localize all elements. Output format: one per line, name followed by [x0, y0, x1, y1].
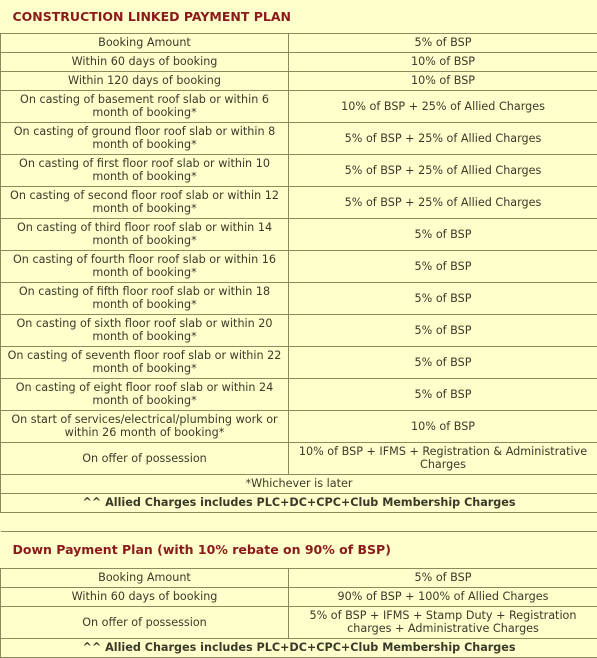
payment-cell: 5% of BSP — [289, 33, 597, 52]
plan1-title: CONSTRUCTION LINKED PAYMENT PLAN — [12, 8, 292, 24]
table-row — [1, 606, 597, 638]
table-row — [1, 346, 597, 378]
payment-cell: 10% of BSP — [289, 410, 597, 442]
stage-cell: Booking Amount — [1, 568, 289, 587]
stage-cell: Within 60 days of booking — [1, 52, 289, 71]
payment-cell: 10% of BSP — [289, 52, 597, 71]
plan1-title-row — [1, 0, 597, 33]
payment-cell: 5% of BSP + 25% of Allied Charges — [289, 186, 597, 218]
table-row — [1, 186, 597, 218]
note-row — [1, 493, 597, 512]
payment-cell: 5% of BSP — [289, 282, 597, 314]
payment-cell: 5% of BSP — [289, 250, 597, 282]
payment-cell: 5% of BSP + 25% of Allied Charges — [289, 122, 597, 154]
table-row — [1, 218, 597, 250]
payment-cell: 5% of BSP — [289, 568, 597, 587]
stage-cell: On casting of ground floor roof slab or within 8 month of booking* — [1, 122, 289, 154]
table-row — [1, 410, 597, 442]
payment-cell: 90% of BSP + 100% of Allied Charges — [289, 587, 597, 606]
stage-cell: On offer of possession — [1, 442, 289, 474]
stage-cell: On casting of seventh floor roof slab or within 22 month of booking* — [1, 346, 289, 378]
table-row — [1, 568, 597, 587]
table-row — [1, 587, 597, 606]
table-row — [1, 33, 597, 52]
stage-cell: On offer of possession — [1, 606, 289, 638]
stage-cell: On casting of sixth floor roof slab or within 20 month of booking* — [1, 314, 289, 346]
table-row — [1, 122, 597, 154]
allied-charges-note: ^^ Allied Charges includes PLC+DC+CPC+Club Membership Charges — [1, 493, 597, 512]
stage-cell: On casting of first floor roof slab or within 10 month of booking* — [1, 154, 289, 186]
payment-cell: 5% of BSP — [289, 218, 597, 250]
table-row — [1, 442, 597, 474]
payment-cell: 10% of BSP + IFMS + Registration & Administrative Charges — [289, 442, 597, 474]
stage-cell: On casting of third floor roof slab or within 14 month of booking* — [1, 218, 289, 250]
stage-cell: On casting of basement roof slab or within 6 month of booking* — [1, 90, 289, 122]
spacer-row — [1, 512, 597, 531]
payment-cell: 5% of BSP — [289, 314, 597, 346]
note-row — [1, 474, 597, 493]
payment-cell: 10% of BSP — [289, 71, 597, 90]
stage-cell: On casting of eight floor roof slab or within 24 month of booking* — [1, 378, 289, 410]
stage-cell: On casting of fifth floor roof slab or within 18 month of booking* — [1, 282, 289, 314]
stage-cell: On start of services/electrical/plumbing work or within 26 month of booking* — [1, 410, 289, 442]
allied-charges-note: ^^ Allied Charges includes PLC+DC+CPC+Club Membership Charges — [1, 638, 597, 657]
plan2-title-row — [1, 531, 597, 568]
note-row — [1, 638, 597, 657]
table-row — [1, 250, 597, 282]
whichever-note: *Whichever is later — [1, 474, 597, 493]
stage-cell: Within 60 days of booking — [1, 587, 289, 606]
table-row — [1, 154, 597, 186]
payment-cell: 5% of BSP + 25% of Allied Charges — [289, 154, 597, 186]
table-row — [1, 282, 597, 314]
payment-cell: 5% of BSP + IFMS + Stamp Duty + Registration charges + Administrative Charges — [289, 606, 597, 638]
payment-cell: 10% of BSP + 25% of Allied Charges — [289, 90, 597, 122]
stage-cell: Within 120 days of booking — [1, 71, 289, 90]
table-row — [1, 52, 597, 71]
stage-cell: Booking Amount — [1, 33, 289, 52]
stage-cell: On casting of fourth floor roof slab or within 16 month of booking* — [1, 250, 289, 282]
table-row — [1, 71, 597, 90]
plan2-title: Down Payment Plan (with 10% rebate on 90% of BSP) — [12, 542, 391, 557]
spacer-cell — [1, 512, 597, 531]
stage-cell: On casting of second floor roof slab or within 12 month of booking* — [1, 186, 289, 218]
table-row — [1, 90, 597, 122]
table-row — [1, 378, 597, 410]
payment-cell: 5% of BSP — [289, 346, 597, 378]
payment-cell: 5% of BSP — [289, 378, 597, 410]
table-row — [1, 314, 597, 346]
